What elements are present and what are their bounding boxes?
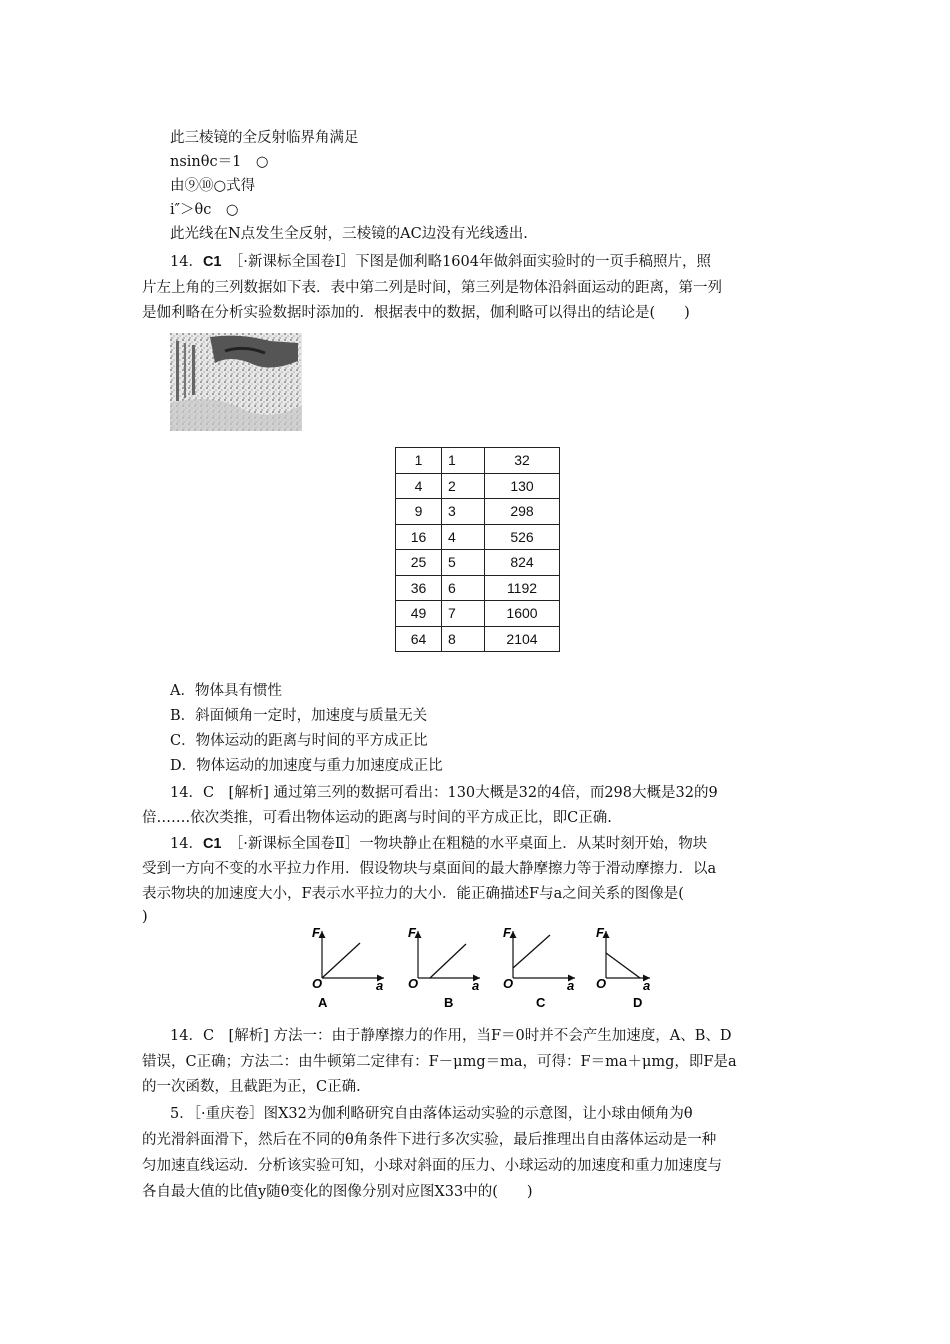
graph-b (408, 925, 480, 1010)
graph-label: D (633, 995, 643, 1010)
axis-label-x: a (643, 978, 651, 993)
table-cell: 824 (485, 550, 560, 576)
graph-label: A (318, 995, 328, 1010)
origin-label: O (596, 976, 607, 991)
answer-2-line: 的一次函数，且截距为正，C正确. (142, 1079, 361, 1095)
table-row (396, 601, 560, 627)
text-line: nsinθc＝1 ○ (170, 154, 269, 170)
graph-line (513, 935, 550, 968)
table-cell: 298 (485, 499, 560, 525)
question-text: ［·新课标全国卷Ⅱ］一物块静止在粗糙的水平桌面上．从某时刻开始，物块 (236, 836, 708, 852)
question-3-line: 匀加速直线运动．分析该实验可知，小球对斜面的压力、小球运动的加速度和重力加速度与 (142, 1158, 722, 1174)
table-cell: 1 (442, 448, 485, 474)
question-3-line: 5．［·重庆卷］图X32为伽利略研究自由落体运动实验的示意图，让小球由倾角为θ (170, 1106, 693, 1122)
table-row (396, 499, 560, 525)
table-cell: 4 (396, 473, 442, 499)
table-row (396, 575, 560, 601)
axis-label-y: F (408, 925, 416, 940)
table-cell: 1192 (485, 575, 560, 601)
question-number: 14． (170, 836, 203, 852)
answer-2-line: 错误，C正确；方法二：由牛顿第二定律有：F－μmg＝ma，可得：F＝ma＋μmg，即F是a (142, 1054, 737, 1070)
table-cell: 16 (396, 524, 442, 550)
answer-1-line: 14．C [解析] 通过第三列的数据可看出：130大概是32的4倍，而298大概是32的9 (170, 785, 718, 801)
table-cell: 2104 (485, 626, 560, 652)
origin-label: O (503, 976, 514, 991)
question-2-line: ) (142, 909, 148, 925)
table-cell: 9 (396, 499, 442, 525)
text-line: 此光线在N点发生全反射，三棱镜的AC边没有光线透出. (170, 226, 528, 242)
answer-2-line: 14．C [解析] 方法一：由于静摩擦力的作用，当F＝0时并不会产生加速度，A、B、D (170, 1028, 732, 1044)
graph-label: C (536, 995, 546, 1010)
question-1-line: 片左上角的三列数据如下表．表中第二列是时间，第三列是物体沿斜面运动的距离，第一列 (142, 280, 722, 296)
origin-label: O (312, 976, 323, 991)
table-cell: 6 (442, 575, 485, 601)
question-number: 14． (170, 254, 203, 270)
table-row (396, 473, 560, 499)
axis-label-x: a (567, 978, 575, 993)
data-table (395, 447, 560, 652)
table-cell: 7 (442, 601, 485, 627)
axis-label-y: F (312, 925, 320, 940)
table-cell: 3 (442, 499, 485, 525)
graph-d (596, 925, 650, 1010)
graph-c (503, 925, 575, 1010)
table-cell: 1600 (485, 601, 560, 627)
axis-label-x: a (472, 978, 480, 993)
question-2-line (170, 834, 707, 854)
table-cell: 4 (442, 524, 485, 550)
graph-line (606, 953, 640, 978)
table-row (396, 550, 560, 576)
question-3-line: 的光滑斜面滑下，然后在不同的θ角条件下进行多次实验，最后推理出自由落体运动是一种 (142, 1132, 717, 1148)
table-cell: 130 (485, 473, 560, 499)
table-cell: 8 (442, 626, 485, 652)
question-1-line (170, 252, 711, 272)
graph-options (308, 925, 653, 1010)
axis-label-x: a (376, 978, 384, 993)
question-2-line: 表示物块的加速度大小，F表示水平拉力的大小．能正确描述F与a之间关系的图像是( (142, 886, 684, 902)
question-2-line: 受到一方向不变的水平拉力作用．假设物块与桌面间的最大静摩擦力等于滑动摩擦力．以a (142, 861, 717, 877)
question-1-line: 是伽利略在分析实验数据时添加的．根据表中的数据，伽利略可以得出的结论是( ) (142, 305, 690, 321)
table-row (396, 448, 560, 474)
question-code: C1 (202, 836, 222, 852)
table-row (396, 524, 560, 550)
table-cell: 5 (442, 550, 485, 576)
text-line: 此三棱镜的全反射临界角满足 (170, 130, 359, 146)
graph-line (322, 943, 360, 978)
text-line: 由⑨⑩○式得 (170, 178, 256, 194)
graph-label: B (444, 995, 454, 1010)
origin-label: O (408, 976, 419, 991)
option-c: C．物体运动的距离与时间的平方成正比 (170, 733, 428, 749)
graph-a (312, 925, 384, 1010)
option-a: A．物体具有惯性 (170, 683, 282, 699)
question-code: C1 (202, 254, 222, 270)
manuscript-photo (170, 333, 302, 431)
text-line: i″＞θc ○ (170, 202, 239, 218)
option-b: B．斜面倾角一定时，加速度与质量无关 (170, 708, 428, 724)
table-cell: 64 (396, 626, 442, 652)
answer-1-line: 倍…….依次类推，可看出物体运动的距离与时间的平方成正比，即C正确. (142, 810, 612, 826)
axis-label-y: F (503, 925, 511, 940)
question-text: ［·新课标全国卷Ⅰ］下图是伽利略1604年做斜面实验时的一页手稿照片，照 (236, 254, 711, 270)
question-3-line: 各自最大值的比值y随θ变化的图像分别对应图X33中的( ) (142, 1184, 533, 1200)
table-cell: 36 (396, 575, 442, 601)
table-cell: 1 (396, 448, 442, 474)
table-cell: 49 (396, 601, 442, 627)
graph-line (430, 944, 466, 978)
table-cell: 25 (396, 550, 442, 576)
table-cell: 2 (442, 473, 485, 499)
axis-label-y: F (596, 925, 604, 940)
table-cell: 32 (485, 448, 560, 474)
option-d: D．物体运动的加速度与重力加速度成正比 (170, 758, 443, 774)
table-row (396, 626, 560, 652)
table-cell: 526 (485, 524, 560, 550)
